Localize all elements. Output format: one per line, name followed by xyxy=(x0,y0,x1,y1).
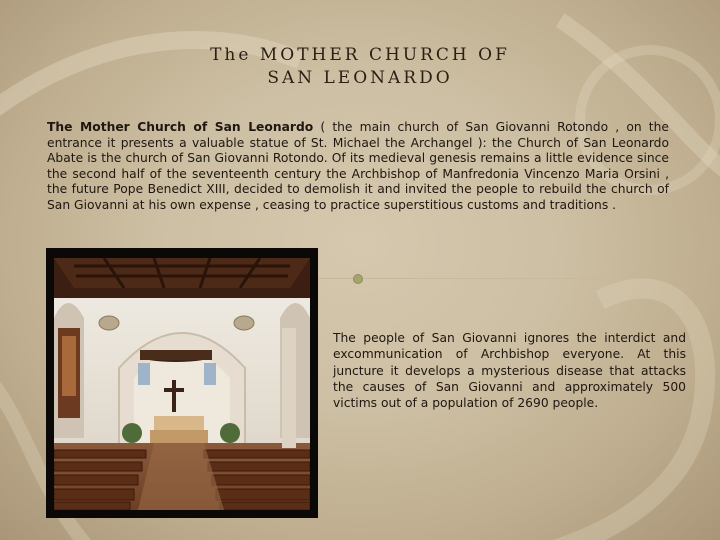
church-interior-photo xyxy=(46,248,318,518)
intro-bold-lead: The Mother Church of San Leonardo xyxy=(47,120,314,134)
divider-dot xyxy=(353,274,363,284)
intro-paragraph xyxy=(47,120,669,214)
intro-body: ( the main church of San Giovanni Rotondo , on the entrance it presents a valuable statue of St. Michael the Archangel ): the Church of San Leonardo Abate is the church of San Giovanni Rotondo. Of its medieval genesis remains a little evidence since the second half of the seventeenth century the Archbishop of Manfredonia Vincenzo Maria Orsini , the future Pope Benedict XIII, decided to demolish it and invited the people to rebuild the church of San Giovanni at his own expense , ceasing to practice superstitious customs and traditions . xyxy=(47,120,669,212)
title-line-1: The MOTHER CHURCH OF xyxy=(210,45,510,65)
side-paragraph: The people of San Giovanni ignores the interdict and excommunication of Archbishop everyone. At this juncture it develops a mysterious disease that attacks the causes of San Giovanni and approximately 500 victims out of a population of 2690 people. xyxy=(333,331,686,411)
church-interior-image xyxy=(54,258,310,510)
title-line-2: SAN LEONARDO xyxy=(267,68,453,88)
slide-title xyxy=(0,44,720,90)
